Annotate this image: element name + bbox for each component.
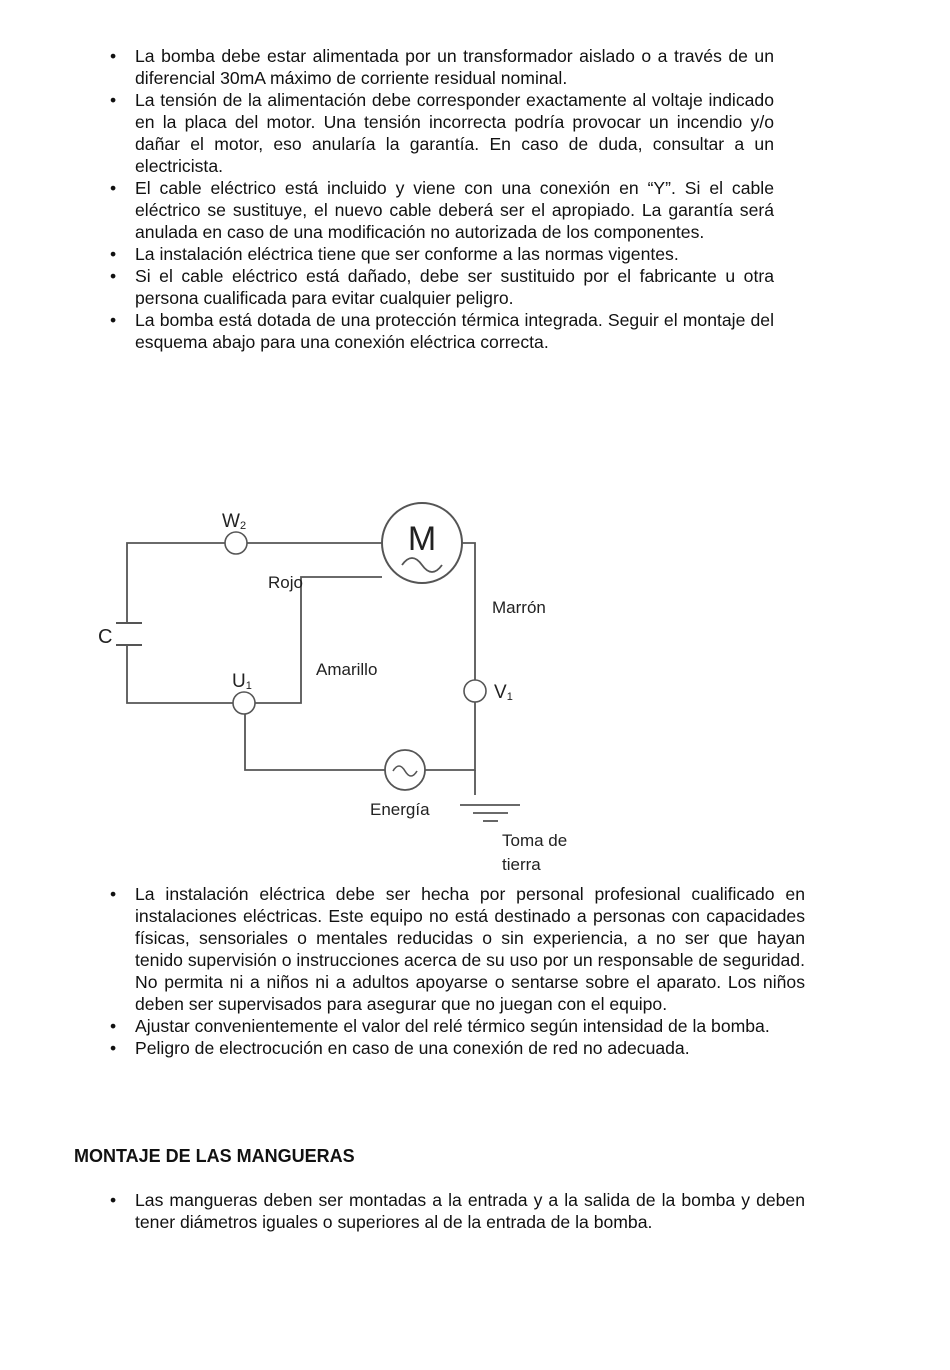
wiring-diagram	[80, 495, 600, 885]
bullet-dot: •	[110, 310, 117, 330]
bullet-text: Ajustar convenientemente el valor del relé térmico según intensidad de la bomba.	[135, 1016, 770, 1036]
bullet-dot: •	[110, 46, 117, 66]
power-source-label: Energía	[370, 800, 430, 819]
bullet-text: La bomba debe estar alimentada por un transformador aislado o a través de un diferencial 30mA máximo de corriente residual nominal.	[135, 46, 774, 88]
list-item	[110, 309, 774, 353]
bullet-dot: •	[110, 1038, 117, 1058]
terminal-v1	[464, 680, 486, 702]
wire-cap-to-w2	[127, 543, 225, 623]
list-item	[110, 883, 805, 1015]
bullet-text: El cable eléctrico está incluido y viene con una conexión en “Y”. Si el cable eléctrico se sustituye, el nuevo cable deberá ser el apropiado. La garantía será anulada en caso de una modificación no autorizada de los componentes.	[135, 178, 774, 242]
bullet-text: Las mangueras deben ser montadas a la entrada y a la salida de la bomba y deben tener diámetros iguales o superiores al de la entrada de la bomba.	[135, 1190, 805, 1232]
list-item	[110, 1015, 805, 1037]
wire-red	[255, 577, 382, 703]
power-source-symbol	[385, 750, 425, 790]
list-item	[110, 177, 774, 243]
bullet-dot: •	[110, 266, 117, 286]
bullet-dot: •	[110, 90, 117, 110]
list-item	[110, 243, 774, 265]
terminal-u1	[233, 692, 255, 714]
hoses-bullet-list	[110, 1189, 805, 1233]
wire-v1-to-power	[416, 702, 475, 770]
wire-cap-to-u1	[127, 645, 233, 703]
terminal-w2-label: W2	[222, 511, 247, 532]
bullet-dot: •	[110, 1016, 117, 1036]
installation-bullet-list	[110, 883, 805, 1059]
capacitor-label: C	[98, 626, 113, 648]
bullet-text: La instalación eléctrica tiene que ser conforme a las normas vigentes.	[135, 244, 679, 264]
wire-yellow-label: Amarillo	[316, 660, 378, 679]
bullet-dot: •	[110, 884, 117, 904]
bullet-text: La instalación eléctrica debe ser hecha por personal profesional cualificado en instalaciones eléctricas. Este equipo no está destinado a personas con capacidades físicas, sensoriales o mentales reducidas o sin experiencia, a no ser que hayan tenido supervisión o instrucciones acerca de su uso por un responsable de seguridad.	[135, 884, 805, 970]
terminal-u1-label: U1	[232, 671, 252, 692]
bullet-text: La tensión de la alimentación debe corresponder exactamente al voltaje indicado en la placa del motor. Una tensión incorrecta podría provocar un incendio y/o dañar el motor, eso anularía la garantía. En caso de duda, consultar a un electricista.	[135, 90, 774, 176]
wire-brown-label: Marrón	[492, 598, 546, 617]
safety-bullet-list	[110, 45, 774, 353]
list-item	[110, 89, 774, 177]
terminal-v1-label: V1	[494, 682, 513, 703]
bullet-dot: •	[110, 178, 117, 198]
bullet-text: Si el cable eléctrico está dañado, debe ser sustituido por el fabricante u otra persona cualificada para evitar cualquier peligro.	[135, 266, 774, 308]
ground-label-line2: tierra	[502, 855, 541, 874]
list-item	[110, 1189, 805, 1233]
bullet-dot: •	[110, 244, 117, 264]
bullet-dot: •	[110, 1190, 117, 1210]
section-heading: MONTAJE DE LAS MANGUERAS	[74, 1146, 355, 1166]
wire-u1-to-power	[245, 714, 394, 770]
list-item	[110, 265, 774, 309]
terminal-w2	[225, 532, 247, 554]
ground-label-line1: Toma de	[502, 831, 568, 850]
bullet-text-continuation: No permita ni a niños ni a adultos apoyarse o sentarse sobre el aparato. Los niños deben ser supervisados para asegurar que no juegan con el equipo.	[135, 972, 805, 1014]
bullet-text: Peligro de electrocución en caso de una conexión de red no adecuada.	[135, 1038, 690, 1058]
wire-brown	[461, 543, 475, 680]
list-item	[110, 45, 774, 89]
motor-symbol	[382, 503, 462, 583]
ground-symbol	[460, 805, 520, 821]
list-item	[110, 1037, 805, 1059]
motor-label: M	[407, 520, 437, 558]
wire-red-label: Rojo	[268, 573, 303, 592]
bullet-text: La bomba está dotada de una protección térmica integrada. Seguir el montaje del esquema abajo para una conexión eléctrica correcta.	[135, 310, 774, 352]
